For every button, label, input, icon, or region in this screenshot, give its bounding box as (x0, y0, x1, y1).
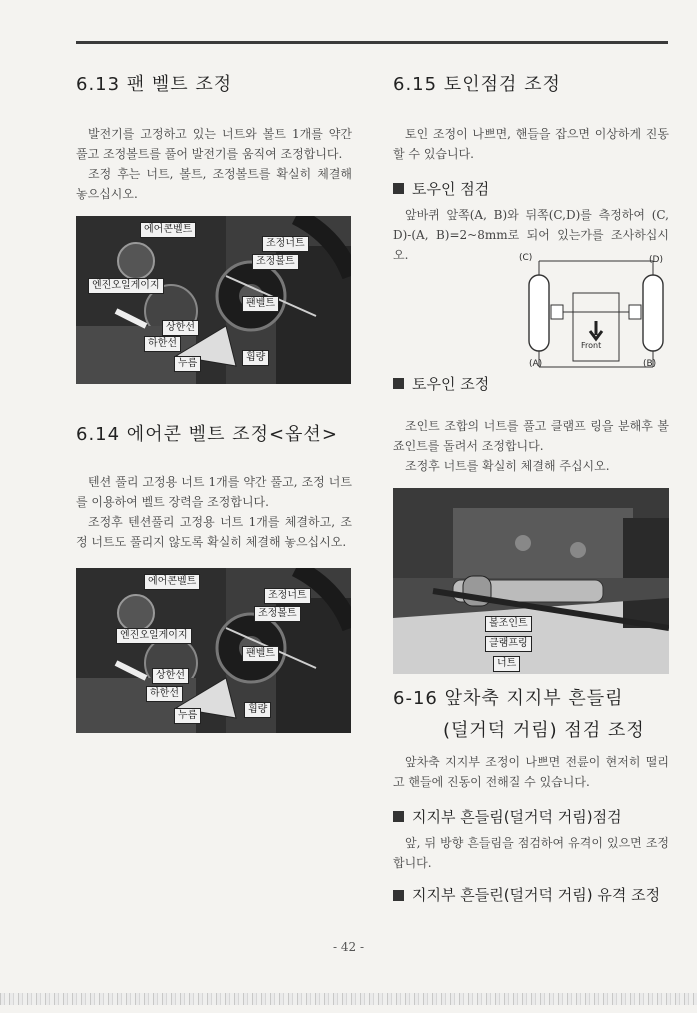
label-aircon-belt: 에어콘벨트 (140, 222, 196, 238)
section-6-14-paragraph-2: 조정후 텐션풀리 고정용 너트 1개를 체결하고, 조정 너트도 풀리지 않도록 확실히 체결해 놓으십시오. (76, 515, 352, 549)
label-lower-limit-2: 하한선 (146, 686, 183, 702)
bullet-square-icon (393, 183, 404, 194)
support-play-check-subheading (393, 806, 669, 827)
label-nut: 너트 (493, 656, 520, 672)
label-press: 누름 (174, 356, 201, 372)
label-oil-gauge: 엔진오일게이지 (88, 278, 164, 294)
section-6-16-paragraph-1: 앞차축 지지부 조정이 나쁘면 전륜이 현저히 떨리고 핸들에 진동이 전해질 수 있습니다. (393, 755, 669, 789)
toe-in-check-subheading (393, 178, 669, 199)
aircon-belt-photo (76, 568, 351, 733)
support-play-adjust-title: 지지부 흔들린(덜거덕 거림) 유격 조정 (412, 886, 661, 904)
support-play-check-paragraph: 앞, 뒤 방향 흔들림을 점검하여 유격이 있으면 조정합니다. (393, 836, 669, 870)
toe-in-block (393, 205, 669, 373)
engine-illustration (76, 216, 351, 384)
fan-belt-photo (76, 216, 351, 384)
label-press-2: 누름 (174, 708, 201, 724)
toe-in-adjust-paragraph-1: 조인트 조합의 너트를 풀고 클램프 링을 분해후 볼죠인트를 돌려서 조정합니다. (393, 419, 669, 453)
section-6-14-heading: 6.14 에어콘 벨트 조정<옵션> (76, 424, 338, 445)
section-6-13-paragraph-1: 발전기를 고정하고 있는 너트와 볼트 1개를 약간 풀고 조정볼트를 풀어 발전기를 움직여 조정합니다. (76, 127, 352, 161)
section-6-15-paragraph-1: 토인 조정이 나쁘면, 핸들을 잡으면 이상하게 진동할 수 있습니다. (393, 127, 669, 161)
toe-in-adjust-subheading (393, 373, 669, 394)
label-aircon-belt-2: 에어콘벨트 (144, 574, 200, 590)
diagram-label-c: (C) (519, 253, 533, 263)
toe-in-adjust-paragraph-2: 조정후 너트를 확실히 체결해 주십시오. (405, 459, 610, 473)
bullet-square-icon (393, 378, 404, 389)
toe-in-check-paragraph: 앞바퀴 앞쪽(A, B)와 뒤쪽(C,D)를 측정하여 (C, D)-(A, B)=2~8mm로 되어 있는가를 조사하십시오. (393, 208, 669, 262)
diagram-label-b: (B) (643, 359, 657, 369)
bullet-square-icon (393, 811, 404, 822)
left-column (76, 60, 352, 733)
label-ball-joint: 볼조인트 (485, 616, 532, 632)
section-6-13-paragraph-2: 조정 후는 너트, 볼트, 조정볼트를 확실히 체결해 놓으십시오. (76, 167, 352, 201)
label-deflection: 휨량 (242, 350, 269, 366)
bullet-square-icon (393, 890, 404, 901)
header-rule (76, 41, 668, 44)
label-adjust-bolt: 조정볼트 (252, 254, 299, 270)
section-6-16-heading-2: (덜거덕 거림) 점검 조정 (443, 720, 645, 741)
diagram-label-d: (D) (649, 255, 663, 265)
label-adjust-nut: 조정너트 (262, 236, 309, 252)
tie-rod-photo (393, 488, 669, 674)
diagram-label-front: Front (581, 341, 602, 350)
label-deflection-2: 휨량 (244, 702, 271, 718)
scan-edge-noise (0, 993, 697, 1005)
label-fan-belt-2: 팬벨트 (242, 646, 279, 662)
label-fan-belt: 팬벨트 (242, 296, 279, 312)
label-adjust-bolt-2: 조정볼트 (254, 606, 301, 622)
section-6-14-paragraph-1: 텐션 풀리 고정용 너트 1개를 약간 풀고, 조정 너트를 이용하여 벨트 장력을 조정합니다. (76, 475, 352, 509)
toe-in-diagram (523, 253, 671, 375)
right-column (393, 60, 669, 906)
label-upper-limit: 상한선 (162, 320, 199, 336)
label-lower-limit: 하한선 (144, 336, 181, 352)
section-6-15-heading: 6.15 토인점검 조정 (393, 74, 561, 95)
page-number: - 42 - (332, 940, 364, 954)
label-adjust-nut-2: 조정너트 (264, 588, 311, 604)
label-oil-gauge-2: 엔진오일게이지 (116, 628, 192, 644)
support-play-check-title: 지지부 흔들림(덜거덕 거림)점검 (412, 808, 622, 826)
diagram-label-a: (A) (529, 359, 543, 369)
toe-in-adjust-title: 토우인 조정 (412, 375, 490, 393)
label-upper-limit-2: 상한선 (152, 668, 189, 684)
section-6-16-heading-1: 6-16 앞차축 지지부 흔들림 (393, 688, 624, 709)
section-6-13-heading: 6.13 팬 벨트 조정 (76, 74, 233, 95)
toe-in-check-title: 토우인 점검 (412, 180, 490, 198)
label-clamp-ring: 클램프링 (485, 636, 532, 652)
support-play-adjust-subheading (393, 885, 669, 906)
